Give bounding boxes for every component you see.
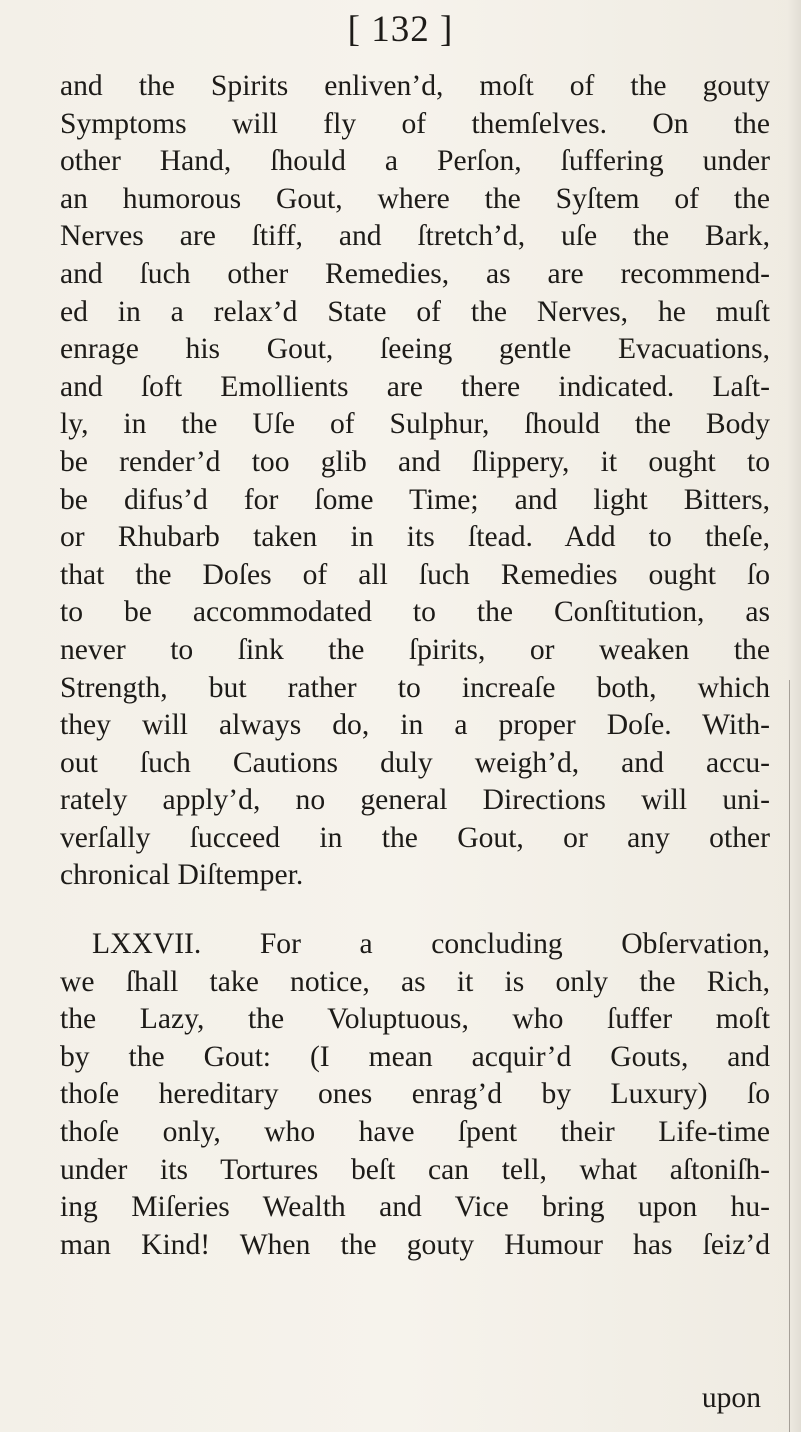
text-line: be difus’d for ſome Time; and light Bitters, — [60, 483, 770, 516]
paragraph-1 — [60, 68, 770, 895]
catchword: upon — [701, 1382, 761, 1414]
paragraph-2 — [60, 926, 770, 1264]
text-line: man Kind! When the gouty Humour has ſeiz’d — [60, 1228, 770, 1261]
text-line: an humorous Gout, where the Syſtem of the — [60, 182, 770, 215]
text-line: the Lazy, the Voluptuous, who ſuffer moſt — [60, 1003, 770, 1036]
text-line: thoſe hereditary ones enrag’d by Luxury) ſo — [60, 1078, 770, 1111]
text-line: thoſe only, who have ſpent their Life-time — [60, 1116, 770, 1149]
text-line: and ſuch other Remedies, as are recommend- — [60, 257, 770, 290]
text-line: verſally ſucceed in the Gout, or any other — [60, 821, 770, 854]
text-line: and ſoft Emollients are there indicated. Laſt- — [60, 370, 770, 403]
body-text — [60, 68, 770, 1264]
text-line: Nerves are ſtiff, and ſtretch’d, uſe the Bark, — [60, 220, 770, 253]
paragraph-gap — [60, 895, 770, 926]
page-edge-shadow — [787, 0, 801, 1432]
text-line: or Rhubarb taken in its ſtead. Add to theſe, — [60, 521, 770, 554]
text-line: rately apply’d, no general Directions will uni- — [60, 784, 770, 817]
text-line: to be accommodated to the Conſtitution, as — [60, 596, 770, 629]
text-line: other Hand, ſhould a Perſon, ſuffering under — [60, 145, 770, 178]
text-line: Strength, but rather to increaſe both, which — [60, 671, 770, 704]
text-line: Symptoms will fly of themſelves. On the — [60, 107, 770, 140]
text-line: and the Spirits enliven’d, moſt of the gouty — [60, 70, 770, 102]
text-line: they will always do, in a proper Doſe. With- — [60, 709, 770, 742]
text-line: ly, in the Uſe of Sulphur, ſhould the Body — [60, 408, 770, 441]
text-line: be render’d too glib and ſlippery, it ought to — [60, 445, 770, 478]
text-line: by the Gout: (I mean acquir’d Gouts, and — [60, 1040, 770, 1073]
text-line: chronical Diſtemper. — [60, 859, 304, 892]
text-line: under its Tortures beſt can tell, what aſtoniſh- — [60, 1153, 770, 1186]
text-line: enrage his Gout, ſeeing gentle Evacuations, — [60, 333, 770, 366]
page-number: [ 132 ] — [347, 9, 454, 50]
text-line: never to ſink the ſpirits, or weaken the — [60, 633, 770, 666]
text-line: ed in a relax’d State of the Nerves, he muſt — [60, 295, 770, 328]
text-line: that the Doſes of all ſuch Remedies ought ſo — [60, 558, 770, 591]
text-line: ing Miſeries Wealth and Vice bring upon hu- — [60, 1191, 770, 1224]
text-line: LXXVII. For a concluding Obſervation, — [92, 928, 770, 961]
text-line: we ſhall take notice, as it is only the Rich, — [60, 965, 770, 998]
text-line: out ſuch Cautions duly weigh’d, and accu- — [60, 746, 770, 779]
